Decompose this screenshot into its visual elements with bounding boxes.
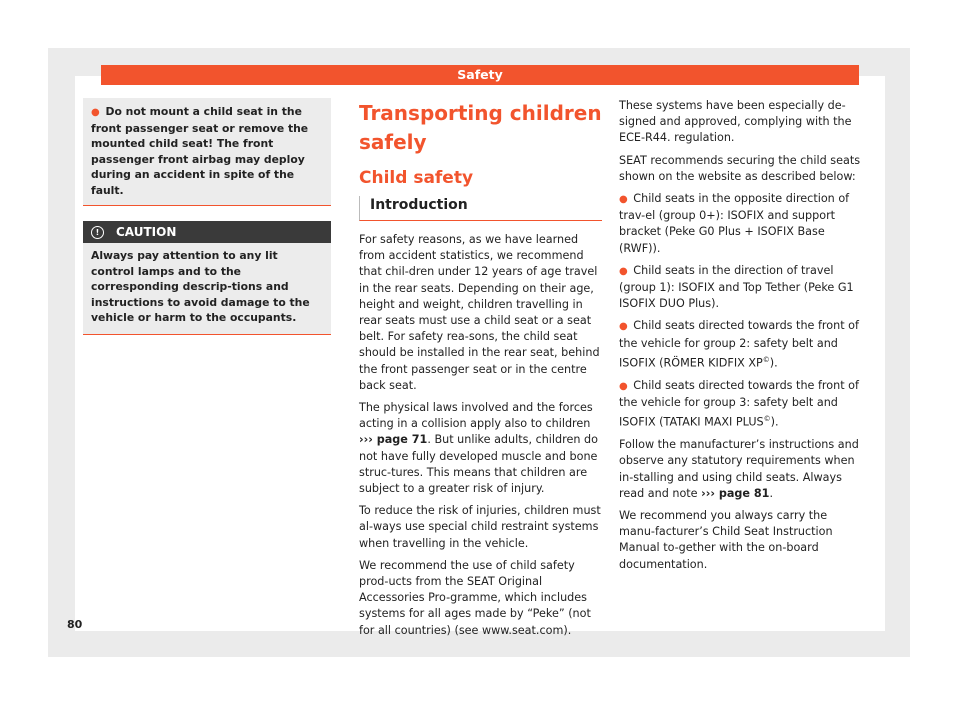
list-item: [619, 378, 861, 431]
paragraph-text: . But unlike adults, children do not have fully developed muscle and bone struc-tures. This means that children are subject to a greater risk of injury.: [359, 433, 598, 496]
list-item-text: Child seats directed towards the front of the vehicle for group 2: safety belt and ISOFIX (RÖMER KIDFIX XP: [619, 319, 859, 370]
section-subtitle: Child safety: [359, 168, 474, 188]
list-item: [619, 318, 861, 371]
bullet-icon: ●: [91, 107, 100, 118]
paragraph-text: The physical laws involved and the forces acting in a collision apply also to children: [359, 401, 593, 431]
paragraph: To reduce the risk of injuries, children must al-ways use special child restraint systems when travelling in the vehicle.: [359, 504, 601, 550]
warning-text: [91, 104, 323, 198]
info-circle-icon: !: [91, 226, 104, 239]
section-title: [359, 99, 602, 157]
caution-label: CAUTION: [116, 225, 177, 239]
list-item-text: Child seats in the opposite direction of trav-el (group 0+): ISOFIX and support bracket (Peke G0 Plus + ISOFIX Base (RWF)).: [619, 192, 850, 255]
paragraph-text: Follow the manufacturer’s instructions and observe any statutory requirements when in-stalling and using child seats. Always read and note: [619, 438, 859, 500]
list-item-text: ).: [770, 415, 779, 429]
caution-text: Always pay attention to any lit control lamps and to the corresponding descrip-tions and instructions to avoid damage to the vehicle or harm to the occupants.: [83, 243, 331, 334]
bullet-icon: ●: [619, 380, 628, 392]
left-column: [83, 98, 331, 335]
registered-mark: ©: [762, 355, 770, 364]
page-reference-link[interactable]: ››› page 71: [359, 433, 428, 447]
paragraph: We recommend you always carry the manu-facturer’s Child Seat Instruction Manual to-gether with the on-board documentation.: [619, 508, 833, 571]
right-column: [619, 98, 861, 579]
warning-text-content: Do not mount a child seat in the front passenger seat or remove the mounted child seat! The front passenger front airbag may deploy during an accident in spite of the fault.: [91, 105, 309, 197]
paragraph: These systems have been especially de-signed and approved, complying with the ECE-R44. regulation.: [619, 99, 852, 145]
list-item: [619, 191, 861, 257]
list-item-text: Child seats in the direction of travel (group 1): ISOFIX and Top Tether (Peke G1 ISOFIX DUO Plus).: [619, 263, 854, 311]
list-item: [619, 263, 861, 313]
page-header: Safety: [101, 65, 859, 85]
page-reference-link[interactable]: ››› page 81: [701, 486, 770, 500]
bullet-icon: ●: [619, 265, 628, 277]
section-title-line1: Transporting children: [359, 101, 602, 125]
bullet-icon: ●: [619, 321, 628, 333]
paragraph: [359, 400, 602, 497]
caution-box: [83, 221, 331, 335]
registered-mark: ©: [763, 415, 771, 424]
caution-header: [83, 221, 331, 243]
bullet-icon: ●: [619, 194, 628, 206]
paragraph: SEAT recommends securing the child seats shown on the website as described below:: [619, 153, 861, 183]
paragraph: We recommend the use of child safety prod-ucts from the SEAT Original Accessories Pro-gramme, which includes systems for all ages made by “Peke” (not for all countries) (see www.seat.com).: [359, 558, 591, 637]
list-item-text: Child seats directed towards the front of the vehicle for group 3: safety belt and ISOFIX (TATAKI MAXI PLUS: [619, 378, 859, 429]
list-item-text: ).: [769, 356, 778, 370]
warning-box: [83, 98, 331, 206]
paragraph: For safety reasons, as we have learned from accident statistics, we recommend that chil-dren under 12 years of age travel in the rear seats. Depending on their age, height and weight, children travelling in rear seats must use a child seat or a seat belt. For safety rea-sons, the child seat should be installed in the rear seat, behind the front passenger seat or in the centre back seat.: [359, 233, 600, 392]
paragraph-text: .: [769, 486, 774, 500]
subheading: Introduction: [359, 196, 602, 221]
middle-column: [359, 98, 602, 645]
paragraph: [619, 437, 861, 502]
page-number: 80: [67, 618, 83, 631]
section-title-line2: safely: [359, 130, 427, 154]
